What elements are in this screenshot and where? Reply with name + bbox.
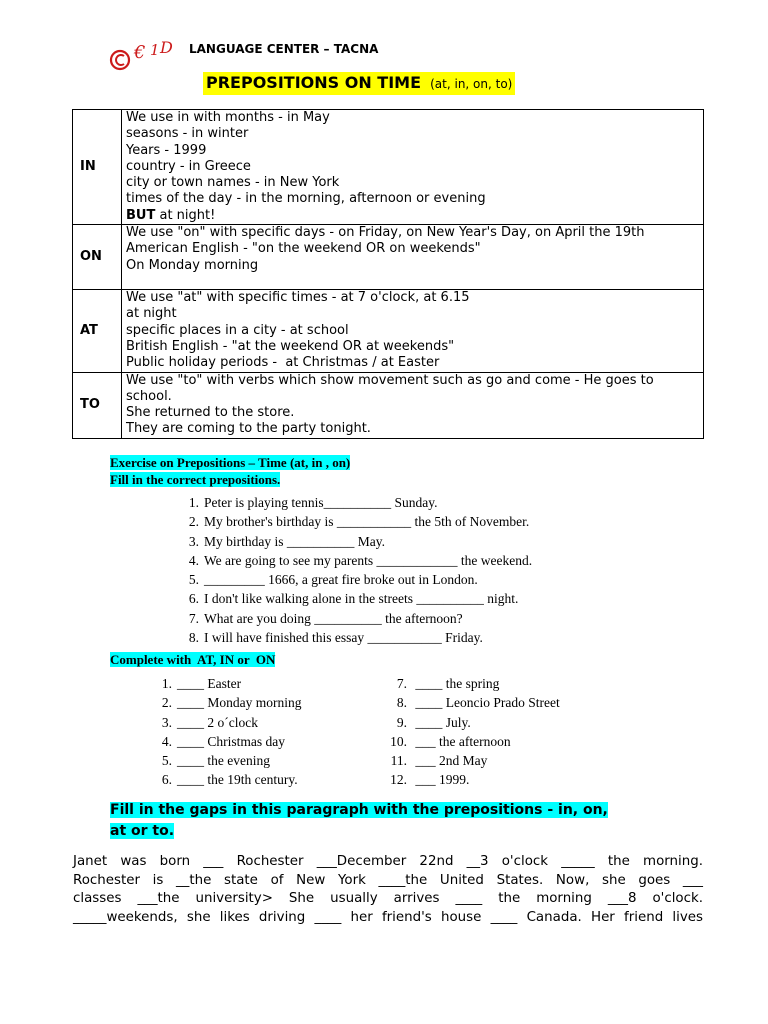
ceid-logo xyxy=(106,38,186,78)
rule-keyword: AT xyxy=(73,290,122,372)
item-text: ____ the evening xyxy=(177,753,270,769)
item-text: ____ Leoncio Prado Street xyxy=(415,695,560,711)
item-text: ____ 2 o´clock xyxy=(177,714,258,730)
exercise2-heading xyxy=(110,651,275,668)
rule-keyword: IN xyxy=(73,110,122,225)
rule-line: We use "at" with specific times - at 7 o'clock, at 6.15 xyxy=(126,290,470,306)
rule-line: seasons - in winter xyxy=(126,126,249,142)
list-item: 11. ___ 2nd May xyxy=(390,753,488,769)
rule-row-at xyxy=(73,290,704,372)
exercise1-title: Exercise on Prepositions – Time (at, in , on) xyxy=(110,455,351,470)
rule-line: British English - "at the weekend OR at weekends" xyxy=(126,338,455,354)
exercise2-left-list xyxy=(148,674,302,790)
exercise3-title: Fill in the gaps in this paragraph with the prepositions - in, on, xyxy=(110,802,608,818)
rule-description xyxy=(122,110,704,225)
rule-line: We use "to" with verbs which show movement such as go and come - He goes to school. xyxy=(126,372,654,404)
rule-description xyxy=(122,290,704,372)
rules-table xyxy=(72,109,704,439)
gap-fill-paragraph xyxy=(73,853,703,928)
list-item: 6. I don't like walking alone in the streets __________ night. xyxy=(188,591,519,607)
rule-keyword: TO xyxy=(73,372,122,438)
list-item: 4. We are going to see my parents ____________ the weekend. xyxy=(188,552,533,568)
rule-row-in xyxy=(73,110,704,225)
list-item: 7. What are you doing __________ the afternoon? xyxy=(188,610,463,626)
rule-line: Years - 1999 xyxy=(126,142,207,158)
center-name: LANGUAGE CENTER – TACNA xyxy=(189,42,379,56)
paragraph-line: classes ___the university> She usually arrives ____ the morning ___8 o'clock. xyxy=(73,891,703,907)
exercise1-instruction: Fill in the correct prepositions. xyxy=(110,472,281,487)
rule-line: Public holiday periods - at Christmas / at Easter xyxy=(126,355,440,371)
exercise3-heading xyxy=(110,800,608,842)
rule-line-rest: at night! xyxy=(155,207,216,223)
paragraph-line: Rochester is __the state of New York ____the United States. Now, she goes ___ xyxy=(73,872,703,888)
exercise1-heading xyxy=(110,454,350,488)
svg-text:D: D xyxy=(160,38,173,57)
item-text: ___ 2nd May xyxy=(415,753,488,769)
page-title xyxy=(203,72,515,95)
title-main: PREPOSITIONS ON TIME xyxy=(206,73,422,92)
item-text: ____ July. xyxy=(415,714,471,730)
list-item: 5. _________ 1666, a great fire broke out in London. xyxy=(188,572,478,588)
exercise2-title: Complete with AT, IN or ON xyxy=(110,652,276,667)
item-text: _________ 1666, a great fire broke out in London. xyxy=(204,572,478,588)
svg-text:1: 1 xyxy=(150,41,160,59)
item-text: ___ the afternoon xyxy=(415,733,511,749)
rule-line: On Monday morning xyxy=(126,257,259,273)
list-item: 1. ____ Easter xyxy=(161,676,242,691)
item-text: ____ Monday morning xyxy=(177,695,302,711)
rule-line: They are coming to the party tonight. xyxy=(126,421,371,437)
list-item: 4. ____ Christmas day xyxy=(161,733,285,749)
rule-line xyxy=(126,208,699,224)
list-item: 3. ____ 2 o´clock xyxy=(161,714,258,730)
rule-line: We use in with months - in May xyxy=(126,110,330,125)
list-item: 7. ____ the spring xyxy=(396,676,500,691)
list-item: 12. ___ 1999. xyxy=(390,772,470,788)
item-text: What are you doing __________ the afternoon? xyxy=(204,610,463,626)
rule-row-to xyxy=(73,372,704,438)
rule-line: country - in Greece xyxy=(126,158,251,174)
rule-description xyxy=(122,225,704,290)
list-item: 3. My birthday is __________ May. xyxy=(188,533,385,549)
list-item: 9. ____ July. xyxy=(396,714,471,730)
but-emphasis: BUT xyxy=(126,207,156,223)
item-text: I don't like walking alone in the streets __________ night. xyxy=(204,591,519,607)
list-item: 5. ____ the evening xyxy=(161,753,270,769)
item-text: ____ Christmas day xyxy=(177,733,285,749)
item-text: ____ the 19th century. xyxy=(177,772,298,788)
title-sub: (at, in, on, to) xyxy=(430,77,513,91)
item-text: My brother's birthday is ___________ the 5th of November. xyxy=(204,514,530,530)
rule-line: at night xyxy=(126,306,177,322)
paragraph-line: _____weekends, she likes driving ____ her friend's house ____ Canada. Her friend lives xyxy=(73,910,703,926)
paragraph-line: Janet was born ___ Rochester ___December 22nd __3 o'clock _____ the morning. xyxy=(73,854,703,869)
rule-description xyxy=(122,372,704,438)
rule-row-on xyxy=(73,225,704,290)
item-text: ____ Easter xyxy=(177,676,242,691)
exercise3-title-cont: at or to. xyxy=(110,823,175,839)
list-item: 10. ___ the afternoon xyxy=(390,733,511,749)
item-text: Peter is playing tennis__________ Sunday. xyxy=(204,495,438,510)
list-item: 2. My brother's birthday is ___________ the 5th of November. xyxy=(188,514,530,530)
exercise1-list xyxy=(175,493,532,647)
item-text: My birthday is __________ May. xyxy=(204,533,385,549)
item-text: ___ 1999. xyxy=(415,772,470,788)
list-item: 8. ____ Leoncio Prado Street xyxy=(396,695,560,711)
list-item: 1. Peter is playing tennis__________ Sunday. xyxy=(188,495,438,510)
rule-line: She returned to the store. xyxy=(126,405,295,421)
rule-keyword: ON xyxy=(73,225,122,290)
svg-text:€: € xyxy=(134,42,146,63)
list-item: 2. ____ Monday morning xyxy=(161,695,302,711)
rule-line: specific places in a city - at school xyxy=(126,322,349,338)
item-text: We are going to see my parents ____________ the weekend. xyxy=(204,552,533,568)
item-text: ____ the spring xyxy=(415,676,500,691)
exercise2-right-list xyxy=(383,674,560,790)
rule-line: city or town names - in New York xyxy=(126,175,340,191)
rule-line: American English - "on the weekend OR on weekends" xyxy=(126,241,481,257)
item-text: I will have finished this essay ___________ Friday. xyxy=(204,630,483,646)
rule-line: times of the day - in the morning, afternoon or evening xyxy=(126,191,486,207)
list-item: 8. I will have finished this essay ___________ Friday. xyxy=(188,630,483,646)
rule-line: We use "on" with specific days - on Friday, on New Year's Day, on April the 19th xyxy=(126,225,645,241)
list-item: 6. ____ the 19th century. xyxy=(161,772,298,788)
